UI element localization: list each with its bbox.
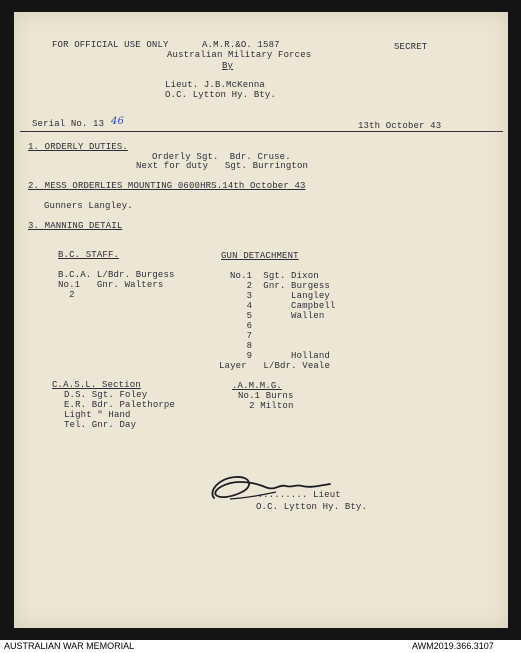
serial-number-handwritten: 46 <box>111 116 125 127</box>
header-divider <box>20 131 503 132</box>
casl-row: Light " Hand <box>64 410 131 420</box>
document-date: 13th October 43 <box>358 121 442 131</box>
serial-label: Serial No. 13 <box>32 119 105 129</box>
gun-detachment-row: 9 Holland <box>230 351 330 361</box>
form-reference: A.M.R.&O. 1587 <box>202 40 280 50</box>
section-mess-orderlies-title: 2. MESS ORDERLIES MOUNTING 0600HRS.14th October 43 <box>28 181 306 191</box>
signature-unit: O.C. Lytton Hy. Bty. <box>256 502 368 512</box>
ammg-row: 2 Milton <box>238 401 294 411</box>
ammg-heading: .A.M.M.G. <box>232 381 282 391</box>
issuing-unit: O.C. Lytton Hy. Bty. <box>165 90 277 100</box>
classification-right: SECRET <box>394 42 428 52</box>
bc-staff-row: No.1 Gnr. Walters <box>58 280 164 290</box>
gun-detachment-row: Layer L/Bdr. Veale <box>219 361 331 371</box>
ammg-row: No.1 Burns <box>238 391 294 401</box>
bc-staff-heading: B.C. STAFF. <box>58 250 120 260</box>
signature-line: .......... Lieut <box>252 490 341 500</box>
classification-left: FOR OFFICIAL USE ONLY <box>52 40 169 50</box>
gun-detachment-row: 4 Campbell <box>230 301 336 311</box>
next-for-duty-line: Next for duty Sgt. Burrington <box>136 161 309 171</box>
casl-row: D.S. Sgt. Foley <box>64 390 148 400</box>
casl-row: Tel. Gnr. Day <box>64 420 137 430</box>
gun-detachment-heading: GUN DETACHMENT <box>221 251 299 261</box>
gun-detachment-row: 2 Gnr. Burgess <box>230 281 330 291</box>
gun-detachment-row: 6 <box>230 321 253 331</box>
casl-section-heading: C.A.S.L. Section <box>52 380 141 390</box>
archive-name: AUSTRALIAN WAR MEMORIAL <box>4 641 135 651</box>
gun-detachment-row: 5 Wallen <box>230 311 325 321</box>
gun-detachment-row: 8 <box>230 341 253 351</box>
gun-detachment-row: 7 <box>230 331 253 341</box>
orderly-sgt-line: Orderly Sgt. Bdr. Cruse. <box>152 152 291 162</box>
gun-detachment-row: 3 Langley <box>230 291 330 301</box>
gun-detachment-row: No.1 Sgt. Dixon <box>230 271 319 281</box>
section-orderly-duties-title: 1. ORDERLY DUTIES. <box>28 142 128 152</box>
casl-row: E.R. Bdr. Palethorpe <box>64 400 176 410</box>
bc-staff-row: B.C.A. L/Bdr. Burgess <box>58 270 175 280</box>
archive-reference: AWM2019.366.3107 <box>412 641 494 651</box>
by-line: By <box>222 61 234 71</box>
issuing-officer: Lieut. J.B.McKenna <box>165 80 265 90</box>
organisation: Australian Military Forces <box>167 50 312 60</box>
mess-orderlies-line: Gunners Langley. <box>44 201 133 211</box>
handwritten-signature <box>206 468 334 506</box>
section-manning-detail-title: 3. MANNING DETAIL <box>28 221 123 231</box>
bc-staff-row: 2 <box>58 290 75 300</box>
